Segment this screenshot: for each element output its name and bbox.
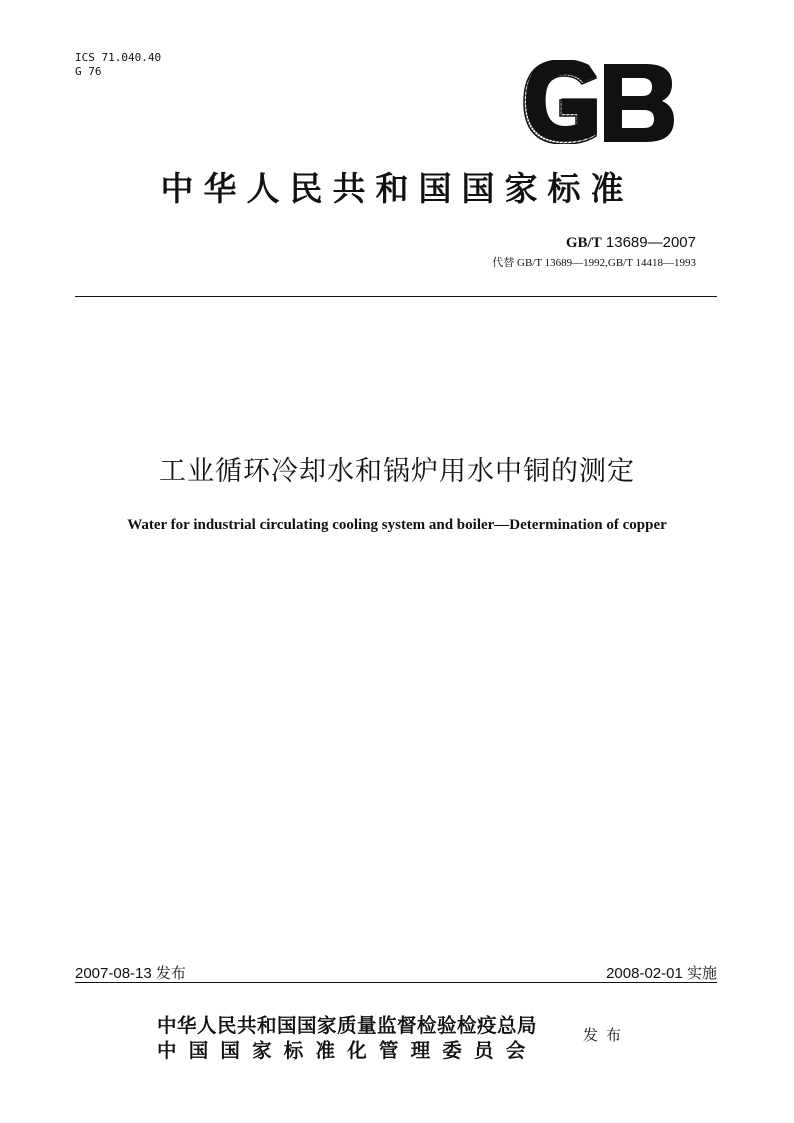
gb-logo <box>518 60 678 144</box>
standard-number-value: 13689—2007 <box>605 234 696 251</box>
publish-label: 发布 <box>583 1026 630 1044</box>
classification-codes <box>75 51 161 79</box>
standard-number <box>492 234 696 252</box>
issuer-aqsiq: 中华人民共和国国家质量监督检验检疫总局 <box>157 1014 538 1037</box>
replaces-note: 代替 GB/T 13689—1992,GB/T 14418—1993 <box>492 257 696 269</box>
standard-number-prefix: GB/T <box>565 235 602 251</box>
document-title-en: Water for industrial circulating cooling system and boiler—Determination of copper <box>127 517 667 533</box>
issuer-sac: 中国国家标准化管理委员会 <box>157 1039 538 1062</box>
ics-code: ICS 71.040.40 <box>75 51 162 64</box>
implementation-date: 2008-02-01 实施 <box>606 965 717 982</box>
issue-date: 2007-08-13 发布 <box>75 965 186 982</box>
ccs-code: G 76 <box>75 65 102 78</box>
standard-number-block <box>492 234 696 270</box>
gb-standard-logo-icon <box>518 60 678 144</box>
header-divider <box>75 296 717 297</box>
footer-divider <box>75 982 717 983</box>
issuing-authorities <box>157 1013 537 1063</box>
standard-title: 中华人民共和国国家标准 <box>160 169 634 208</box>
document-title-cn: 工业循环冷却水和锅炉用水中铜的测定 <box>159 456 635 487</box>
